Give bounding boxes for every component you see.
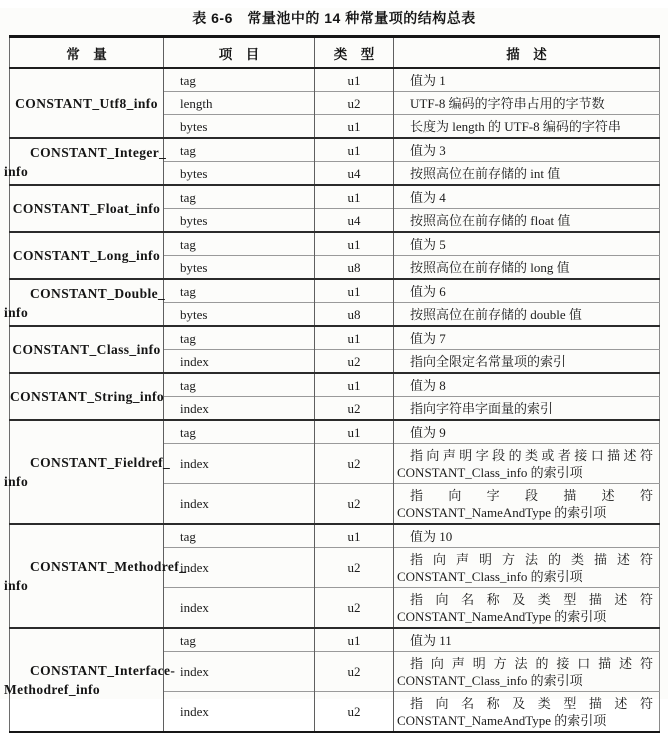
- item-cell: index: [164, 444, 315, 484]
- item-cell: bytes: [164, 303, 315, 327]
- item-cell: index: [164, 397, 315, 421]
- table-row: [10, 185, 660, 209]
- item-cell: bytes: [164, 115, 315, 139]
- description-cell: 指向字符串字面量的索引: [394, 397, 660, 421]
- item-cell: bytes: [164, 256, 315, 280]
- description-cell: 值为 8: [394, 373, 660, 397]
- description-cell: 值为 6: [394, 279, 660, 303]
- constant-name-line: info: [4, 304, 29, 320]
- description-cell: 值为 9: [394, 420, 660, 444]
- table-body: [4, 68, 660, 732]
- item-cell: tag: [164, 138, 315, 162]
- description-cell: 指向名称及类型描述符 CONSTANT_NameAndType 的索引项: [394, 588, 660, 629]
- table-row: [10, 68, 660, 92]
- type-cell: u1: [315, 279, 394, 303]
- constant-name: CONSTANT_Float_info: [12, 201, 161, 216]
- type-cell: u1: [315, 524, 394, 548]
- item-cell: bytes: [164, 209, 315, 233]
- constant-name-line: CONSTANT_Integer_: [30, 144, 167, 160]
- constant-name-line: info: [4, 163, 29, 179]
- item-cell: index: [164, 484, 315, 525]
- table-row: [10, 232, 660, 256]
- type-cell: u1: [315, 138, 394, 162]
- constant-name-cell: [4, 279, 166, 326]
- item-cell: tag: [164, 524, 315, 548]
- type-cell: u2: [315, 350, 394, 374]
- constant-name: CONSTANT_Class_info: [12, 342, 161, 357]
- constant-name-line: CONSTANT_Interface-: [30, 663, 176, 678]
- constant-name: CONSTANT_String_info: [10, 389, 165, 404]
- table-row: [10, 628, 660, 652]
- type-cell: u8: [315, 303, 394, 327]
- item-cell: index: [164, 350, 315, 374]
- description-cell: 指向字段描述符 CONSTANT_NameAndType 的索引项: [394, 484, 660, 525]
- description-cell: 指向名称及类型描述符 CONSTANT_NameAndType 的索引项: [394, 692, 660, 733]
- constant-name-cell: [4, 524, 187, 628]
- constant-name-cell: [4, 420, 171, 524]
- constant-name: [4, 284, 166, 322]
- item-cell: tag: [164, 373, 315, 397]
- type-cell: u1: [315, 115, 394, 139]
- constant-name: CONSTANT_Long_info: [12, 248, 161, 263]
- table-row: [10, 373, 660, 397]
- column-header-description: 描 述: [394, 37, 660, 69]
- constant-name: [4, 453, 171, 491]
- item-cell: tag: [164, 232, 315, 256]
- description-cell: 值为 4: [394, 185, 660, 209]
- constant-pool-table: [4, 35, 660, 733]
- type-cell: u4: [315, 209, 394, 233]
- header-row: [10, 37, 660, 69]
- table-row: [10, 524, 660, 548]
- type-cell: u1: [315, 628, 394, 652]
- constant-name-cell: [10, 185, 164, 232]
- constant-name-cell: [10, 326, 164, 373]
- table-row: [10, 138, 660, 162]
- description-cell: 值为 5: [394, 232, 660, 256]
- table-row: [10, 326, 660, 350]
- type-cell: u2: [315, 548, 394, 588]
- description-cell: 按照高位在前存储的 double 值: [394, 303, 660, 327]
- type-cell: u2: [315, 397, 394, 421]
- constant-name-cell: [10, 68, 164, 138]
- description-cell: 按照高位在前存储的 long 值: [394, 256, 660, 280]
- type-cell: u2: [315, 92, 394, 115]
- type-cell: u4: [315, 162, 394, 186]
- description-cell: 指向全限定名常量项的索引: [394, 350, 660, 374]
- description-cell: 长度为 length 的 UTF-8 编码的字符串: [394, 115, 660, 139]
- constant-name: [4, 143, 167, 181]
- item-cell: index: [164, 692, 315, 733]
- item-cell: index: [164, 548, 315, 588]
- item-cell: tag: [164, 68, 315, 92]
- type-cell: u1: [315, 420, 394, 444]
- constant-name-line: info: [4, 578, 29, 593]
- type-cell: u1: [315, 185, 394, 209]
- constant-name-cell: [4, 138, 167, 185]
- constant-name-cell: [10, 373, 164, 420]
- constant-name: CONSTANT_Utf8_info: [15, 95, 158, 111]
- description-cell: 指向声明方法的接口描述符 CONSTANT_Class_info 的索引项: [394, 652, 660, 692]
- type-cell: u1: [315, 373, 394, 397]
- constant-name-line: CONSTANT_Methodref_: [30, 559, 187, 574]
- constant-name-cell: [4, 628, 176, 732]
- type-cell: u8: [315, 256, 394, 280]
- constant-name: [4, 661, 176, 699]
- item-cell: tag: [164, 326, 315, 350]
- type-cell: u1: [315, 326, 394, 350]
- item-cell: index: [164, 652, 315, 692]
- item-cell: tag: [164, 420, 315, 444]
- constant-name: [4, 557, 187, 595]
- constant-name-cell: [10, 232, 164, 279]
- constant-name-line: Methodref_info: [4, 682, 101, 697]
- description-cell: 指向声明字段的类或者接口描述符 CONSTANT_Class_info 的索引项: [394, 444, 660, 484]
- item-cell: index: [164, 588, 315, 629]
- type-cell: u1: [315, 232, 394, 256]
- description-cell: 值为 7: [394, 326, 660, 350]
- constant-name-line: CONSTANT_Double_: [30, 285, 166, 301]
- description-cell: UTF-8 编码的字符串占用的字节数: [394, 92, 660, 115]
- book-page: [0, 8, 668, 728]
- item-cell: bytes: [164, 162, 315, 186]
- type-cell: u2: [315, 444, 394, 484]
- item-cell: tag: [164, 185, 315, 209]
- type-cell: u2: [315, 588, 394, 629]
- item-cell: tag: [164, 279, 315, 303]
- table-header: [10, 37, 660, 69]
- constant-name-line: CONSTANT_Fieldref_: [30, 455, 171, 470]
- column-header-constant: 常 量: [10, 37, 164, 69]
- description-cell: 值为 1: [394, 68, 660, 92]
- column-header-item: 项 目: [164, 37, 315, 69]
- description-cell: 值为 10: [394, 524, 660, 548]
- item-cell: length: [164, 92, 315, 115]
- table-caption: 表 6-6 常量池中的 14 种常量项的结构总表: [192, 10, 476, 26]
- type-cell: u1: [315, 68, 394, 92]
- description-cell: 值为 11: [394, 628, 660, 652]
- description-cell: 指向声明方法的类描述符 CONSTANT_Class_info 的索引项: [394, 548, 660, 588]
- type-cell: u2: [315, 484, 394, 525]
- type-cell: u2: [315, 652, 394, 692]
- table-row: [10, 279, 660, 303]
- item-cell: tag: [164, 628, 315, 652]
- column-header-type: 类 型: [315, 37, 394, 69]
- description-cell: 值为 3: [394, 138, 660, 162]
- constant-name-line: info: [4, 474, 29, 489]
- description-cell: 按照高位在前存储的 int 值: [394, 162, 660, 186]
- table-row: [10, 420, 660, 444]
- description-cell: 按照高位在前存储的 float 值: [394, 209, 660, 233]
- type-cell: u2: [315, 692, 394, 733]
